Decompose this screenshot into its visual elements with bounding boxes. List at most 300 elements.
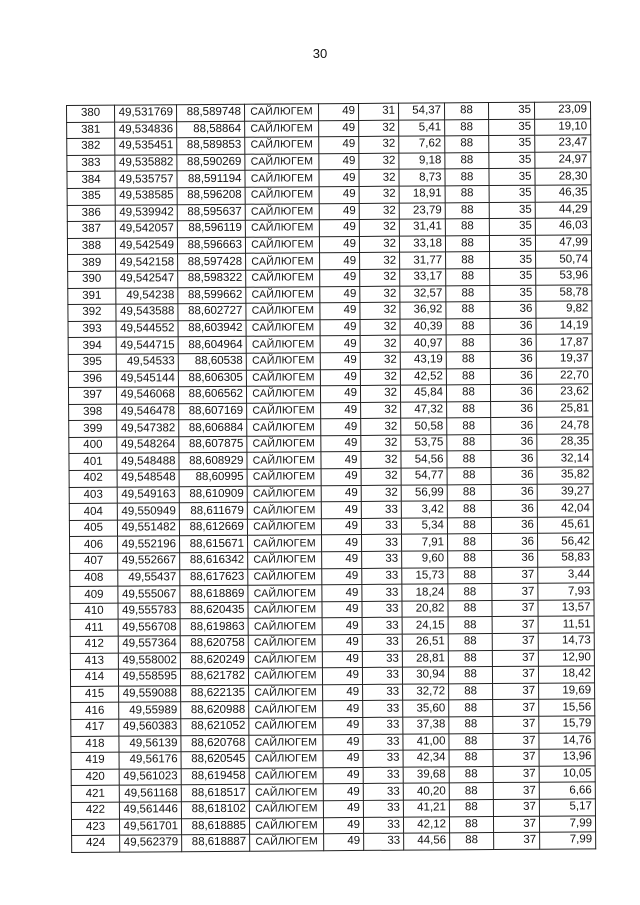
- lat-minutes-cell: 32: [360, 369, 400, 386]
- latitude-cell: 49,557364: [118, 636, 180, 653]
- lon-minutes-cell: 36: [490, 368, 536, 385]
- lat-minutes-cell: 32: [359, 236, 399, 253]
- coordinates-table: [66, 101, 596, 852]
- row-number-cell: 405: [69, 520, 117, 537]
- lon-minutes-cell: 37: [492, 650, 538, 667]
- latitude-cell: 49,542547: [116, 271, 178, 288]
- lat-degrees-cell: 49: [320, 303, 360, 320]
- lon-seconds-cell: 46,03: [535, 218, 591, 235]
- latitude-cell: 49,534836: [115, 121, 177, 138]
- lat-minutes-cell: 32: [361, 485, 401, 502]
- lat-degrees-cell: 49: [319, 236, 359, 253]
- longitude-cell: 88,611679: [179, 502, 247, 519]
- lon-seconds-cell: 13,57: [538, 600, 594, 617]
- lat-seconds-cell: 56,99: [401, 485, 447, 502]
- longitude-cell: 88,591194: [177, 171, 245, 188]
- lon-minutes-cell: 37: [492, 617, 538, 634]
- location-name-cell: САЙЛЮГЕМ: [246, 286, 320, 303]
- lat-seconds-cell: 5,34: [401, 518, 447, 535]
- location-name-cell: САЙЛЮГЕМ: [247, 519, 321, 536]
- lat-seconds-cell: 28,81: [402, 650, 448, 667]
- location-name-cell: САЙЛЮГЕМ: [247, 469, 321, 486]
- row-number-cell: 413: [70, 653, 118, 670]
- longitude-cell: 88,58864: [177, 121, 245, 138]
- lat-seconds-cell: 8,73: [399, 169, 445, 186]
- page-number: 30: [312, 46, 328, 61]
- lon-degrees-cell: 88: [446, 335, 490, 352]
- latitude-cell: 49,543588: [116, 304, 178, 321]
- lon-degrees-cell: 88: [446, 368, 490, 385]
- lon-seconds-cell: 58,78: [536, 284, 592, 301]
- latitude-cell: 49,558595: [118, 669, 180, 686]
- longitude-cell: 88,618885: [181, 818, 249, 835]
- longitude-cell: 88,619458: [181, 768, 249, 785]
- lon-minutes-cell: 35: [488, 102, 534, 119]
- lon-minutes-cell: 36: [491, 517, 537, 534]
- row-number-cell: 399: [69, 420, 117, 437]
- longitude-cell: 88,606562: [178, 386, 246, 403]
- latitude-cell: 49,546478: [117, 403, 179, 420]
- lon-degrees-cell: 88: [448, 617, 492, 634]
- lon-seconds-cell: 9,82: [536, 301, 592, 318]
- location-name-cell: САЙЛЮГЕМ: [249, 718, 323, 735]
- latitude-cell: 49,542549: [115, 237, 177, 254]
- lon-degrees-cell: 88: [445, 119, 489, 136]
- lon-seconds-cell: 6,66: [539, 782, 595, 799]
- lat-seconds-cell: 15,73: [402, 567, 448, 584]
- lat-minutes-cell: 32: [360, 253, 400, 270]
- lon-minutes-cell: 35: [489, 152, 535, 169]
- lat-minutes-cell: 32: [360, 269, 400, 286]
- lat-seconds-cell: 33,17: [400, 269, 446, 286]
- latitude-cell: 49,559088: [119, 685, 181, 702]
- lon-degrees-cell: 88: [446, 285, 490, 302]
- lat-minutes-cell: 33: [362, 651, 402, 668]
- lon-degrees-cell: 88: [449, 683, 493, 700]
- latitude-cell: 49,535882: [115, 155, 177, 172]
- lon-minutes-cell: 37: [493, 683, 539, 700]
- location-name-cell: САЙЛЮГЕМ: [248, 585, 322, 602]
- lat-seconds-cell: 43,19: [400, 352, 446, 369]
- longitude-cell: 88,607875: [179, 436, 247, 453]
- lon-degrees-cell: 88: [448, 667, 492, 684]
- lat-seconds-cell: 9,60: [402, 551, 448, 568]
- longitude-cell: 88,590269: [177, 154, 245, 171]
- lat-seconds-cell: 33,18: [399, 236, 445, 253]
- longitude-cell: 88,620435: [180, 602, 248, 619]
- latitude-cell: 49,544715: [116, 337, 178, 354]
- lat-degrees-cell: 49: [323, 767, 363, 784]
- lat-degrees-cell: 49: [320, 352, 360, 369]
- longitude-cell: 88,621782: [180, 668, 248, 685]
- lon-seconds-cell: 3,44: [538, 566, 594, 583]
- location-name-cell: САЙЛЮГЕМ: [246, 369, 320, 386]
- row-number-cell: 411: [70, 620, 118, 637]
- lat-minutes-cell: 32: [359, 136, 399, 153]
- lat-seconds-cell: 3,42: [401, 501, 447, 518]
- longitude-cell: 88,620988: [181, 702, 249, 719]
- lon-degrees-cell: 88: [446, 351, 490, 368]
- row-number-cell: 380: [67, 105, 115, 122]
- lat-degrees-cell: 49: [320, 253, 360, 270]
- longitude-cell: 88,603942: [178, 320, 246, 337]
- lon-minutes-cell: 35: [490, 268, 536, 285]
- lon-minutes-cell: 37: [492, 600, 538, 617]
- lon-degrees-cell: 88: [446, 318, 490, 335]
- lat-degrees-cell: 49: [320, 369, 360, 386]
- location-name-cell: САЙЛЮГЕМ: [249, 801, 323, 818]
- row-number-cell: 386: [67, 205, 115, 222]
- lat-degrees-cell: 49: [323, 734, 363, 751]
- lat-degrees-cell: 49: [319, 220, 359, 237]
- longitude-cell: 88,620758: [180, 635, 248, 652]
- lon-seconds-cell: 7,93: [538, 583, 594, 600]
- lon-minutes-cell: 35: [489, 235, 535, 252]
- lat-degrees-cell: 49: [320, 386, 360, 403]
- lat-minutes-cell: 33: [362, 634, 402, 651]
- latitude-cell: 49,539942: [115, 204, 177, 221]
- location-name-cell: САЙЛЮГЕМ: [249, 784, 323, 801]
- lon-minutes-cell: 35: [489, 185, 535, 202]
- lat-seconds-cell: 42,12: [403, 816, 449, 833]
- lon-minutes-cell: 37: [493, 799, 539, 816]
- lat-degrees-cell: 49: [322, 535, 362, 552]
- row-number-cell: 391: [68, 288, 116, 305]
- lon-degrees-cell: 88: [447, 401, 491, 418]
- latitude-cell: 49,549163: [117, 486, 179, 503]
- lat-seconds-cell: 31,77: [400, 252, 446, 269]
- lon-seconds-cell: 15,56: [539, 699, 595, 716]
- row-number-cell: 419: [71, 752, 119, 769]
- lat-degrees-cell: 49: [321, 469, 361, 486]
- lon-degrees-cell: 88: [446, 252, 490, 269]
- row-number-cell: 410: [70, 603, 118, 620]
- lon-degrees-cell: 88: [447, 434, 491, 451]
- row-number-cell: 390: [68, 271, 116, 288]
- lon-minutes-cell: 37: [493, 783, 539, 800]
- lon-seconds-cell: 28,30: [535, 168, 591, 185]
- lon-minutes-cell: 36: [491, 401, 537, 418]
- row-number-cell: 403: [69, 487, 117, 504]
- lat-minutes-cell: 33: [362, 584, 402, 601]
- lat-minutes-cell: 32: [359, 219, 399, 236]
- lat-degrees-cell: 49: [322, 618, 362, 635]
- lon-minutes-cell: 36: [492, 534, 538, 551]
- lat-minutes-cell: 33: [363, 717, 403, 734]
- lat-seconds-cell: 42,52: [400, 368, 446, 385]
- lat-degrees-cell: 49: [322, 634, 362, 651]
- lat-degrees-cell: 49: [320, 319, 360, 336]
- lon-degrees-cell: 88: [445, 219, 489, 236]
- lat-degrees-cell: 49: [322, 568, 362, 585]
- longitude-cell: 88,597428: [178, 254, 246, 271]
- lat-seconds-cell: 18,24: [402, 584, 448, 601]
- lat-minutes-cell: 33: [362, 568, 402, 585]
- lat-seconds-cell: 44,56: [404, 833, 450, 850]
- lon-degrees-cell: 88: [445, 169, 489, 186]
- lat-degrees-cell: 49: [319, 170, 359, 187]
- longitude-cell: 88,598322: [178, 270, 246, 287]
- lat-degrees-cell: 49: [319, 153, 359, 170]
- lon-seconds-cell: 23,47: [535, 135, 591, 152]
- location-name-cell: САЙЛЮГЕМ: [246, 336, 320, 353]
- lat-degrees-cell: 49: [320, 269, 360, 286]
- coordinates-table-body: [67, 102, 596, 852]
- lat-degrees-cell: 49: [319, 203, 359, 220]
- lat-minutes-cell: 33: [362, 551, 402, 568]
- latitude-cell: 49,551482: [117, 520, 179, 537]
- lon-minutes-cell: 37: [492, 567, 538, 584]
- latitude-cell: 49,550949: [117, 503, 179, 520]
- lon-seconds-cell: 28,35: [537, 434, 593, 451]
- lon-seconds-cell: 44,29: [535, 201, 591, 218]
- lon-minutes-cell: 37: [494, 832, 540, 849]
- location-name-cell: САЙЛЮГЕМ: [246, 303, 320, 320]
- location-name-cell: САЙЛЮГЕМ: [249, 734, 323, 751]
- lon-degrees-cell: 88: [449, 783, 493, 800]
- lat-seconds-cell: 40,97: [400, 335, 446, 352]
- lon-seconds-cell: 14,76: [539, 732, 595, 749]
- lon-seconds-cell: 17,87: [536, 334, 592, 351]
- location-name-cell: САЙЛЮГЕМ: [246, 253, 320, 270]
- lon-degrees-cell: 88: [449, 766, 493, 783]
- row-number-cell: 395: [68, 354, 116, 371]
- lon-seconds-cell: 35,82: [537, 467, 593, 484]
- lon-degrees-cell: 88: [448, 551, 492, 568]
- row-number-cell: 424: [72, 835, 120, 852]
- lat-degrees-cell: 49: [323, 751, 363, 768]
- lon-minutes-cell: 37: [493, 749, 539, 766]
- table-row: [72, 832, 596, 852]
- row-number-cell: 414: [70, 669, 118, 686]
- latitude-cell: 49,538585: [115, 188, 177, 205]
- lat-degrees-cell: 49: [322, 585, 362, 602]
- longitude-cell: 88,595637: [177, 204, 245, 221]
- location-name-cell: САЙЛЮГЕМ: [245, 154, 319, 171]
- lon-degrees-cell: 88: [447, 484, 491, 501]
- longitude-cell: 88,606884: [179, 420, 247, 437]
- lon-degrees-cell: 88: [450, 833, 494, 850]
- lat-seconds-cell: 41,21: [403, 800, 449, 817]
- lat-seconds-cell: 30,94: [402, 667, 448, 684]
- lat-degrees-cell: 49: [321, 485, 361, 502]
- lat-minutes-cell: 33: [363, 701, 403, 718]
- lon-seconds-cell: 5,17: [539, 799, 595, 816]
- row-number-cell: 396: [68, 371, 116, 388]
- lat-degrees-cell: 49: [321, 502, 361, 519]
- lat-degrees-cell: 49: [321, 402, 361, 419]
- lon-seconds-cell: 10,05: [539, 766, 595, 783]
- lon-degrees-cell: 88: [445, 186, 489, 203]
- lon-seconds-cell: 32,14: [537, 450, 593, 467]
- longitude-cell: 88,610909: [179, 486, 247, 503]
- lon-seconds-cell: 53,96: [536, 268, 592, 285]
- lon-degrees-cell: 88: [446, 302, 490, 319]
- row-number-cell: 385: [67, 188, 115, 205]
- lon-seconds-cell: 46,35: [535, 185, 591, 202]
- latitude-cell: 49,558002: [118, 652, 180, 669]
- longitude-cell: 88,602727: [178, 303, 246, 320]
- lat-degrees-cell: 49: [322, 601, 362, 618]
- location-name-cell: САЙЛЮГЕМ: [248, 602, 322, 619]
- location-name-cell: САЙЛЮГЕМ: [249, 685, 323, 702]
- longitude-cell: 88,599662: [178, 287, 246, 304]
- lon-degrees-cell: 88: [447, 418, 491, 435]
- longitude-cell: 88,596208: [177, 187, 245, 204]
- location-name-cell: САЙЛЮГЕМ: [248, 668, 322, 685]
- row-number-cell: 384: [67, 172, 115, 189]
- lat-seconds-cell: 41,00: [403, 733, 449, 750]
- lat-degrees-cell: 49: [321, 452, 361, 469]
- location-name-cell: САЙЛЮГЕМ: [247, 502, 321, 519]
- location-name-cell: САЙЛЮГЕМ: [245, 170, 319, 187]
- row-number-cell: 417: [71, 719, 119, 736]
- row-number-cell: 393: [68, 321, 116, 338]
- location-name-cell: САЙЛЮГЕМ: [245, 187, 319, 204]
- location-name-cell: САЙЛЮГЕМ: [245, 220, 319, 237]
- lon-seconds-cell: 56,42: [538, 533, 594, 550]
- lon-minutes-cell: 37: [492, 583, 538, 600]
- latitude-cell: 49,542158: [116, 254, 178, 271]
- lon-minutes-cell: 36: [490, 301, 536, 318]
- lon-minutes-cell: 37: [492, 666, 538, 683]
- lon-seconds-cell: 39,27: [537, 483, 593, 500]
- lon-minutes-cell: 36: [491, 418, 537, 435]
- latitude-cell: 49,561701: [119, 818, 181, 835]
- longitude-cell: 88,596663: [177, 237, 245, 254]
- lat-minutes-cell: 33: [361, 501, 401, 518]
- latitude-cell: 49,561168: [119, 785, 181, 802]
- lon-degrees-cell: 88: [449, 733, 493, 750]
- lon-seconds-cell: 15,79: [539, 716, 595, 733]
- row-number-cell: 383: [67, 155, 115, 172]
- latitude-cell: 49,542057: [115, 221, 177, 238]
- lon-minutes-cell: 36: [491, 434, 537, 451]
- lon-degrees-cell: 88: [447, 451, 491, 468]
- lon-degrees-cell: 88: [444, 103, 488, 120]
- lon-degrees-cell: 88: [446, 385, 490, 402]
- lon-seconds-cell: 23,09: [534, 102, 590, 119]
- row-number-cell: 415: [71, 686, 119, 703]
- lat-degrees-cell: 49: [321, 435, 361, 452]
- lat-seconds-cell: 18,91: [399, 186, 445, 203]
- location-name-cell: САЙЛЮГЕМ: [247, 402, 321, 419]
- location-name-cell: САЙЛЮГЕМ: [249, 751, 323, 768]
- longitude-cell: 88,596119: [177, 220, 245, 237]
- lat-degrees-cell: 49: [323, 684, 363, 701]
- lat-minutes-cell: 32: [359, 203, 399, 220]
- lat-seconds-cell: 37,38: [403, 717, 449, 734]
- lat-degrees-cell: 49: [322, 651, 362, 668]
- row-number-cell: 394: [68, 337, 116, 354]
- location-name-cell: САЙЛЮГЕМ: [246, 270, 320, 287]
- latitude-cell: 49,555067: [118, 586, 180, 603]
- latitude-cell: 49,562379: [120, 835, 182, 852]
- lat-minutes-cell: 32: [359, 186, 399, 203]
- lon-degrees-cell: 88: [449, 750, 493, 767]
- lon-degrees-cell: 88: [448, 650, 492, 667]
- location-name-cell: САЙЛЮГЕМ: [246, 319, 320, 336]
- latitude-cell: 49,560383: [119, 719, 181, 736]
- lat-seconds-cell: 23,79: [399, 202, 445, 219]
- lat-minutes-cell: 33: [364, 833, 404, 850]
- lat-minutes-cell: 33: [361, 518, 401, 535]
- lat-minutes-cell: 32: [360, 319, 400, 336]
- lon-minutes-cell: 36: [491, 467, 537, 484]
- lon-minutes-cell: 36: [490, 351, 536, 368]
- lat-minutes-cell: 32: [359, 120, 399, 137]
- lon-seconds-cell: 24,78: [537, 417, 593, 434]
- lat-degrees-cell: 49: [320, 286, 360, 303]
- lon-minutes-cell: 37: [493, 716, 539, 733]
- lon-minutes-cell: 35: [489, 202, 535, 219]
- location-name-cell: САЙЛЮГЕМ: [247, 485, 321, 502]
- lon-seconds-cell: 13,96: [539, 749, 595, 766]
- location-name-cell: САЙЛЮГЕМ: [249, 767, 323, 784]
- lon-minutes-cell: 35: [489, 119, 535, 136]
- latitude-cell: 49,54238: [116, 287, 178, 304]
- lat-seconds-cell: 24,15: [402, 617, 448, 634]
- lat-seconds-cell: 39,68: [403, 767, 449, 784]
- lat-minutes-cell: 32: [360, 385, 400, 402]
- latitude-cell: 49,555783: [118, 603, 180, 620]
- longitude-cell: 88,617623: [180, 569, 248, 586]
- lat-minutes-cell: 32: [360, 352, 400, 369]
- lat-seconds-cell: 54,37: [398, 103, 444, 120]
- lat-minutes-cell: 33: [363, 750, 403, 767]
- location-name-cell: САЙЛЮГЕМ: [247, 419, 321, 436]
- latitude-cell: 49,54533: [116, 354, 178, 371]
- lat-minutes-cell: 32: [361, 452, 401, 469]
- location-name-cell: САЙЛЮГЕМ: [245, 203, 319, 220]
- lon-seconds-cell: 25,81: [537, 401, 593, 418]
- latitude-cell: 49,55989: [119, 702, 181, 719]
- latitude-cell: 49,544552: [116, 320, 178, 337]
- lat-seconds-cell: 36,92: [400, 302, 446, 319]
- latitude-cell: 49,546068: [116, 387, 178, 404]
- lat-seconds-cell: 35,60: [403, 700, 449, 717]
- lon-degrees-cell: 88: [445, 152, 489, 169]
- longitude-cell: 88,620768: [181, 735, 249, 752]
- row-number-cell: 381: [67, 122, 115, 139]
- lat-seconds-cell: 26,51: [402, 634, 448, 651]
- lat-minutes-cell: 33: [363, 784, 403, 801]
- location-name-cell: САЙЛЮГЕМ: [245, 236, 319, 253]
- row-number-cell: 404: [69, 503, 117, 520]
- row-number-cell: 416: [71, 703, 119, 720]
- longitude-cell: 88,60538: [178, 353, 246, 370]
- location-name-cell: САЙЛЮГЕМ: [248, 651, 322, 668]
- latitude-cell: 49,535451: [115, 138, 177, 155]
- lon-seconds-cell: 50,74: [536, 251, 592, 268]
- row-number-cell: 418: [71, 736, 119, 753]
- lat-minutes-cell: 32: [360, 335, 400, 352]
- row-number-cell: 406: [70, 537, 118, 554]
- lat-seconds-cell: 50,58: [401, 418, 447, 435]
- lon-minutes-cell: 35: [490, 285, 536, 302]
- lon-degrees-cell: 88: [445, 235, 489, 252]
- longitude-cell: 88,622135: [181, 685, 249, 702]
- lat-degrees-cell: 49: [319, 186, 359, 203]
- lat-seconds-cell: 7,62: [399, 136, 445, 153]
- longitude-cell: 88,604964: [178, 337, 246, 354]
- row-number-cell: 387: [67, 221, 115, 238]
- lat-minutes-cell: 33: [363, 684, 403, 701]
- lon-seconds-cell: 23,62: [536, 384, 592, 401]
- lon-minutes-cell: 36: [491, 500, 537, 517]
- lon-degrees-cell: 88: [448, 600, 492, 617]
- lat-degrees-cell: 49: [323, 784, 363, 801]
